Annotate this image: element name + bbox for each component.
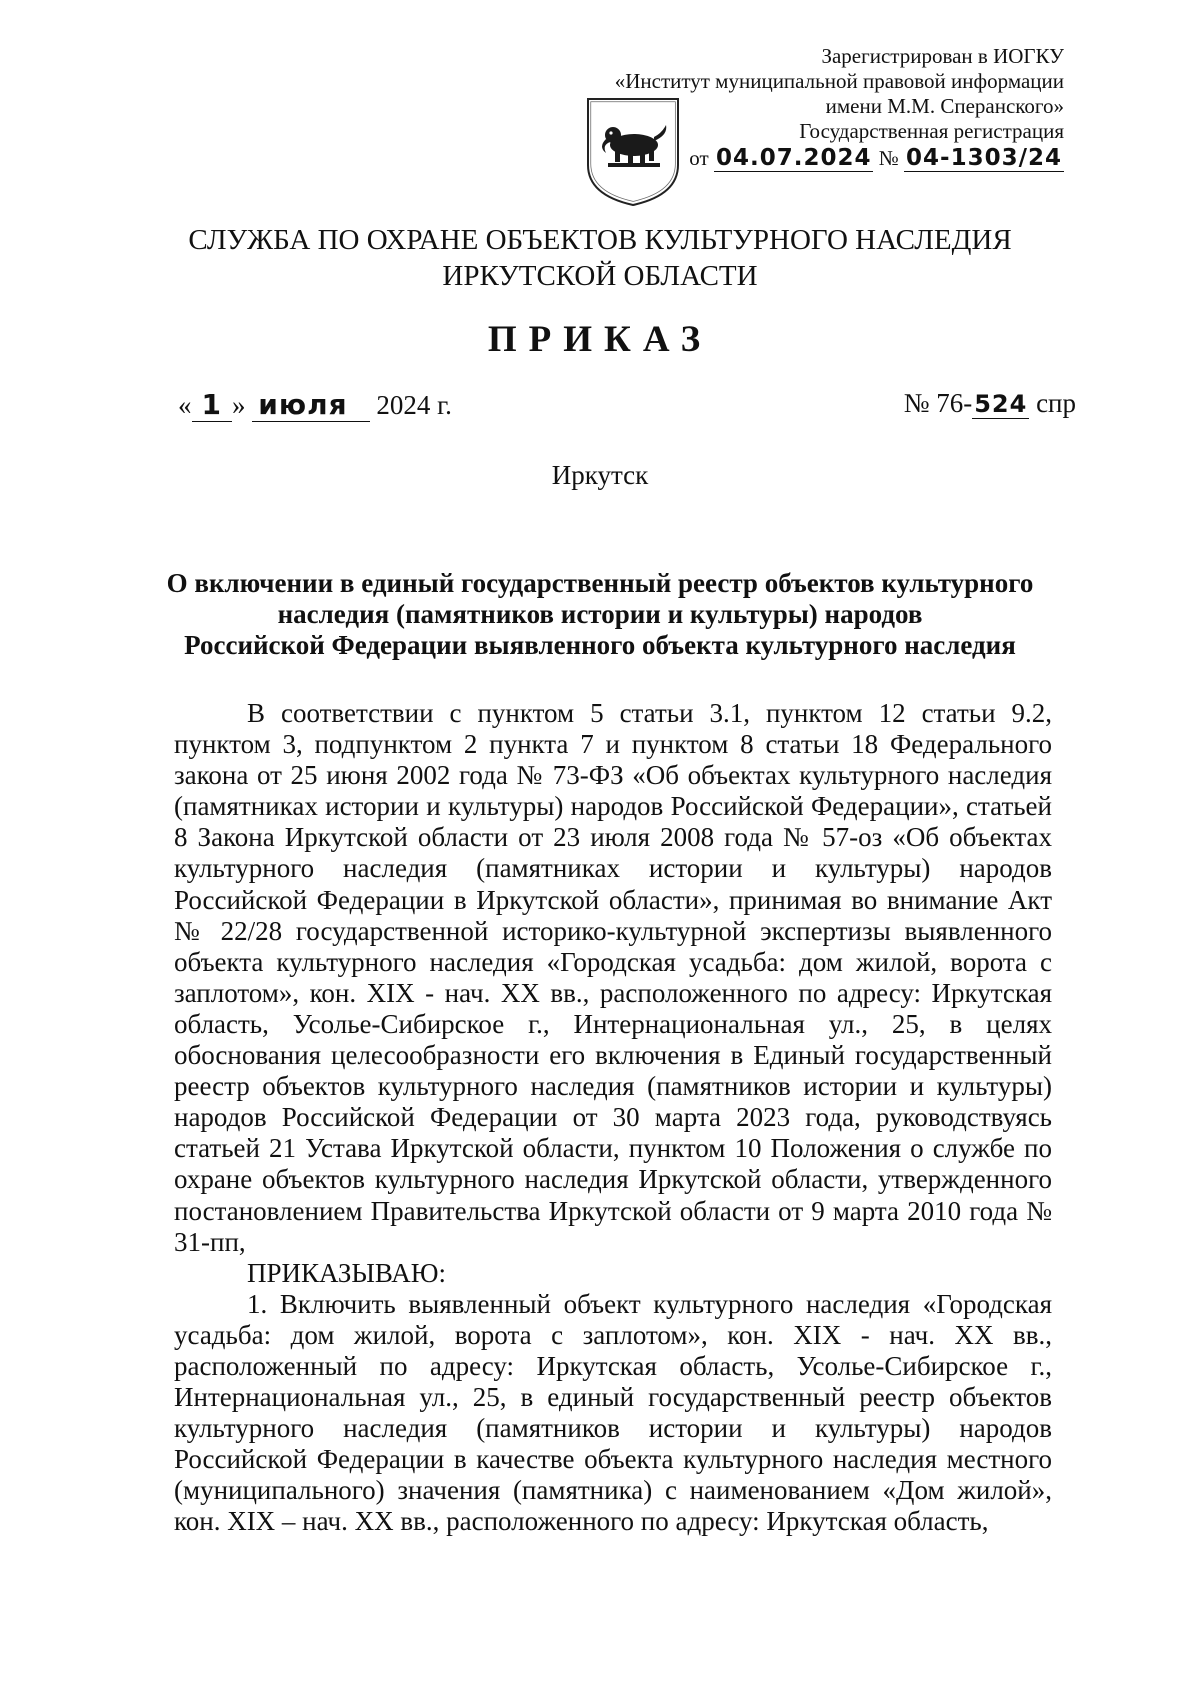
order-date xyxy=(178,388,452,421)
date-close-quote: » xyxy=(231,390,246,420)
date-year: 2024 г. xyxy=(376,390,452,420)
registration-no-label: № xyxy=(878,146,899,170)
registration-number-handwritten: 04-1303/24 xyxy=(906,145,1062,171)
order-subject xyxy=(150,568,1050,661)
document-title: ПРИКАЗ xyxy=(487,319,713,360)
subject-line-2: наследия (памятников истории и культуры) народов xyxy=(277,599,923,629)
date-month-handwritten: июля xyxy=(252,388,369,422)
order-number xyxy=(904,388,1076,419)
registration-line-3: имени М.М. Сперанского» xyxy=(825,94,1064,118)
order-body xyxy=(174,698,1052,1538)
subject-line-3: Российской Федерации выявленного объекта культурного наследия xyxy=(184,630,1016,660)
organization-name xyxy=(0,222,1200,294)
date-open-quote: « xyxy=(178,390,192,420)
registration-stamp xyxy=(615,44,1064,171)
organization-line-1: СЛУЖБА ПО ОХРАНЕ ОБЪЕКТОВ КУЛЬТУРНОГО НАСЛЕДИЯ xyxy=(188,224,1012,256)
registration-line-4: Государственная регистрация xyxy=(799,119,1064,143)
order-number-handwritten: 524 xyxy=(974,390,1028,418)
registration-date-number xyxy=(615,146,1064,171)
date-day-handwritten: 1 xyxy=(192,388,232,422)
registration-line-2: «Институт муниципальной правовой информации xyxy=(614,69,1064,93)
subject-line-1: О включении в единый государственный реестр объектов культурного xyxy=(166,568,1034,598)
registration-date-handwritten: 04.07.2024 xyxy=(715,145,872,171)
coat-of-arms-icon xyxy=(584,95,682,207)
order-word: ПРИКАЗЫВАЮ: xyxy=(247,1257,446,1288)
order-item-1: 1. Включить выявленный объект культурного наследия «Городская усадьба: дом жилой, ворота с заплотом», кон. XIX - нач. XX вв., расположенный по адресу: Иркутская область, Усолье-Сибирское г., Интернациональная ул., 25, в единый государственный реестр объектов культурного наследия (памятников истории и культуры) народов Российской Федерации в качестве объекта культурного наследия местного (муниципального) значения (памятника) с наименованием «Дом жилой», кон. XIX – нач. XX вв., расположенного по адресу: Иркутская область, xyxy=(174,1288,1052,1537)
registration-from-label: от xyxy=(689,146,709,170)
organization-line-2: ИРКУТСКОЙ ОБЛАСТИ xyxy=(442,260,758,292)
order-number-suffix: спр xyxy=(1036,388,1076,418)
preamble-paragraph: В соответствии с пунктом 5 статьи 3.1, пунктом 12 статьи 9.2, пунктом 3, подпунктом 2 пункта 7 и пунктом 8 статьи 18 Федерального закона от 25 июня 2002 года № 73-ФЗ «Об объектах культурного наследия (памятниках истории и культуры) народов Российской Федерации», статьей 8 Закона Иркутской области от 23 июля 2008 года № 57-оз «Об объектах культурного наследия (памятниках истории и культуры) народов Российской Федерации в Иркутской области», принимая во внимание Акт № 22/28 государственной историко-культурной экспертизы выявленного объекта культурного наследия «Городская усадьба: дом жилой, ворота с заплотом», кон. XIX - нач. XX вв., расположенного по адресу: Иркутская область, Усолье-Сибирское г., Интернациональная ул., 25, в целях обоснования целесообразности его включения в Единый государственный реестр объектов культурного наследия (памятников истории и культуры) народов Российской Федерации от 30 марта 2023 года, руководствуясь статьей 21 Устава Иркутской области, пунктом 10 Положения о службе по охране объектов культурного наследия Иркутской области, утвержденного постановлением Правительства Иркутской области от 9 марта 2010 года № 31-пп, xyxy=(174,698,1052,1257)
registration-line-1: Зарегистрирован в ИОГКУ xyxy=(821,44,1064,68)
order-number-prefix: № 76- xyxy=(903,388,973,418)
city: Иркутск xyxy=(551,460,649,490)
